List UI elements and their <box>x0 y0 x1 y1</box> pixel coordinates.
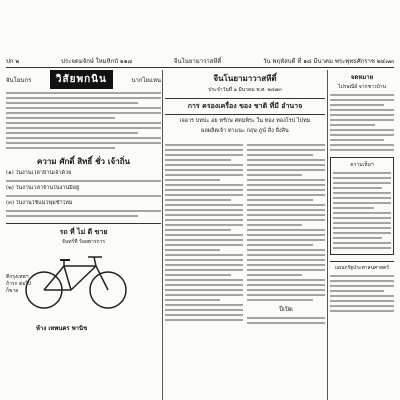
column-rule <box>162 70 163 400</box>
ad-shop-name: ห้าง เทพนคร พานิช <box>36 325 88 332</box>
place-date: ประจดมจักษ์ ใหมหิกบั ๑๑๗ <box>61 58 133 65</box>
ad-title: รถ ที่ ไม่ ดี ขาย <box>59 227 108 236</box>
article-body <box>165 141 325 327</box>
right-column <box>330 70 394 400</box>
page-header <box>6 56 394 68</box>
dateline: ประจำวันที่ ๑ มีนาคม พ.ศ. ๒๔๗๓ <box>208 87 282 93</box>
headline: การ ครองเครื่อง ของ ชาติ ที่มี อำนาจ <box>165 98 325 115</box>
column-title: จดหมาย <box>350 74 374 81</box>
article-text <box>6 92 161 149</box>
section-name: จีนโนยามาวาสหีติ์ <box>173 58 222 65</box>
ad-subtitle: จันทร์ที่ ร้อยพารการ <box>61 239 106 245</box>
column-masthead: วิสัยพกนิน <box>50 70 113 89</box>
paper-masthead: จีนโนยามาวาสหีติ์ <box>213 73 277 83</box>
page-number: ปก ๒ <box>6 58 20 65</box>
left-masthead <box>6 70 161 89</box>
bicycle-advertisement <box>6 223 161 337</box>
box-label-right: นากไยแหน <box>131 76 161 84</box>
issue-date: วัน พฤหัสบดี ที่ ๑๘ มีนาคม พระพุทธศักราช ๒๔๗๓ <box>263 58 394 65</box>
column-subtitle: ไปรษณีย์ จากชาวบ้าน <box>337 84 386 90</box>
list-item: (๑) ในงานเวลาบ้านเจ้าด้วย <box>6 170 72 176</box>
left-column <box>6 70 161 400</box>
byline: ผลผลิตเจ้า ทาแนะ กฤษ ภูน์ สิ่ง สิ่งสิน <box>201 128 289 134</box>
boxed-note: ความเห็นฯ <box>330 157 394 255</box>
bicycle-illustration <box>16 252 136 312</box>
byline: เจอาร บทปะ อย ทรักษ ศตมพิระ ใน ทอง ทองโรป ไปทม <box>179 118 311 124</box>
middle-column <box>165 70 325 400</box>
column-rule <box>327 70 328 400</box>
ad-side-text: ตีกรุงเทพฯ ถ้ารก ต่อไป ก็ขาย <box>6 274 32 294</box>
list-item: (๓) ในงานใช้แมวพุ่มชำไหม <box>6 200 73 206</box>
section-title: ความ ศักดิ์ สิทธิ์ ชั่ว เจ้าถิ่น <box>36 156 131 166</box>
box-label-left: จันโยนกร <box>6 76 32 84</box>
list-item: (๒) ในงานเวลาจ้านในงานมีอยู่ <box>6 185 80 191</box>
section-title: แผนกรัฐประศาสนศาสตร์ <box>330 261 394 272</box>
section-footer: ปีเปิด <box>279 306 293 313</box>
